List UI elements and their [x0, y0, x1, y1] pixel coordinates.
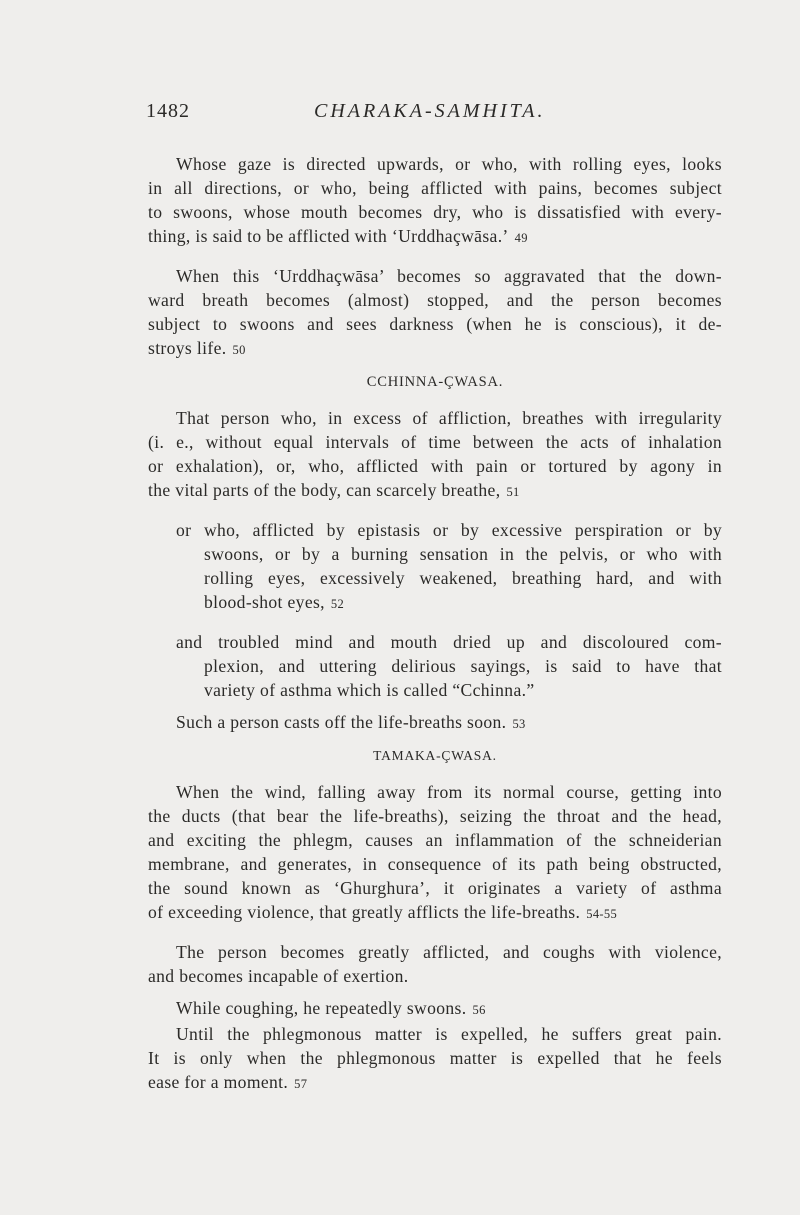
- text-line: ease for a moment. 57: [148, 1072, 308, 1092]
- text-line: That person who, in excess of affliction, breathes with irregularity: [176, 408, 722, 428]
- paragraph-urddha-aggravated: [148, 264, 722, 362]
- text-line: thing, is said to be afflicted with ‘Urddhaçwāsa.’ 49: [148, 226, 528, 246]
- section-heading-cchinna: CCHINNA-ÇWASA.: [366, 374, 504, 390]
- text-line: When the wind, falling away from its normal course, getting into: [176, 782, 722, 802]
- page-header: [146, 100, 746, 130]
- verse-number: 56: [472, 1003, 486, 1017]
- paragraph-cchinna-4: [148, 710, 722, 736]
- paragraph-cchinna-2: [148, 518, 722, 616]
- text-line: While coughing, he repeatedly swoons. 56: [176, 998, 486, 1018]
- text-line: and troubled mind and mouth dried up and discoloured com-: [176, 632, 722, 652]
- text-line: blood-shot eyes, 52: [204, 592, 345, 612]
- text-line: to swoons, whose mouth becomes dry, who is dissatisfied with every-: [148, 202, 722, 222]
- text-line: subject to swoons and sees darkness (when he is conscious), it de-: [148, 314, 722, 334]
- text-line: swoons, or by a burning sensation in the pelvis, or who with: [204, 544, 722, 564]
- paragraph-cchinna-3: [148, 630, 722, 702]
- paragraph-urddha: [148, 152, 722, 250]
- text-line: membrane, and generates, in consequence of its path being obstructed,: [148, 854, 722, 874]
- text-line: The person becomes greatly afflicted, and coughs with violence,: [176, 942, 722, 962]
- text-line: Such a person casts off the life-breaths soon. 53: [176, 712, 526, 732]
- text-line: the ducts (that bear the life-breaths), seizing the throat and the head,: [148, 806, 722, 826]
- text-line: in all directions, or who, being afflicted with pains, becomes subject: [148, 178, 722, 198]
- text-line: It is only when the phlegmonous matter is expelled that he feels: [148, 1048, 722, 1068]
- page-number: 1482: [146, 100, 190, 122]
- verse-number: 50: [232, 343, 246, 357]
- verse-number: 53: [512, 717, 526, 731]
- verse-number: 52: [330, 597, 345, 611]
- text-line: or exhalation), or, who, afflicted with pain or tortured by agony in: [148, 456, 722, 476]
- text-line: variety of asthma which is called “Cchinna.”: [204, 680, 535, 700]
- running-head: CHARAKA-SAMHITA.: [314, 100, 546, 122]
- section-heading-tamaka: TAMAKA-ÇWASA.: [373, 748, 497, 763]
- paragraph-tamaka-4: [148, 1022, 722, 1096]
- text-line: the vital parts of the body, can scarcely breathe, 51: [148, 480, 520, 500]
- text-line: or who, afflicted by epistasis or by excessive perspiration or by: [176, 520, 722, 540]
- verse-number: 51: [506, 485, 520, 499]
- text-line: plexion, and uttering delirious sayings, is said to have that: [204, 656, 722, 676]
- text-line: rolling eyes, excessively weakened, breathing hard, and with: [204, 568, 722, 588]
- text-line: ward breath becomes (almost) stopped, and the person becomes: [148, 290, 722, 310]
- paragraph-tamaka-2: [148, 940, 722, 988]
- text-line: the sound known as ‘Ghurghura’, it originates a variety of asthma: [148, 878, 722, 898]
- page-body: [148, 152, 722, 1096]
- text-line: stroys life. 50: [148, 338, 246, 358]
- paragraph-cchinna-1: [148, 406, 722, 504]
- paragraph-tamaka-1: [148, 780, 722, 926]
- paragraph-tamaka-3: [148, 996, 722, 1022]
- text-line: and exciting the phlegm, causes an inflammation of the schneiderian: [148, 830, 722, 850]
- verse-number: 57: [294, 1077, 308, 1091]
- verse-number: 49: [514, 231, 528, 245]
- text-line: (i. e., without equal intervals of time between the acts of inhalation: [148, 432, 722, 452]
- text-line: of exceeding violence, that greatly afflicts the life-breaths. 54-55: [148, 902, 618, 922]
- text-line: Whose gaze is directed upwards, or who, with rolling eyes, looks: [176, 154, 722, 174]
- text-line: When this ‘Urddhaçwāsa’ becomes so aggravated that the down-: [176, 266, 722, 286]
- text-line: Until the phlegmonous matter is expelled, he suffers great pain.: [176, 1024, 722, 1044]
- text-line: and becomes incapable of exertion.: [148, 966, 409, 986]
- verse-number: 54-55: [586, 907, 618, 921]
